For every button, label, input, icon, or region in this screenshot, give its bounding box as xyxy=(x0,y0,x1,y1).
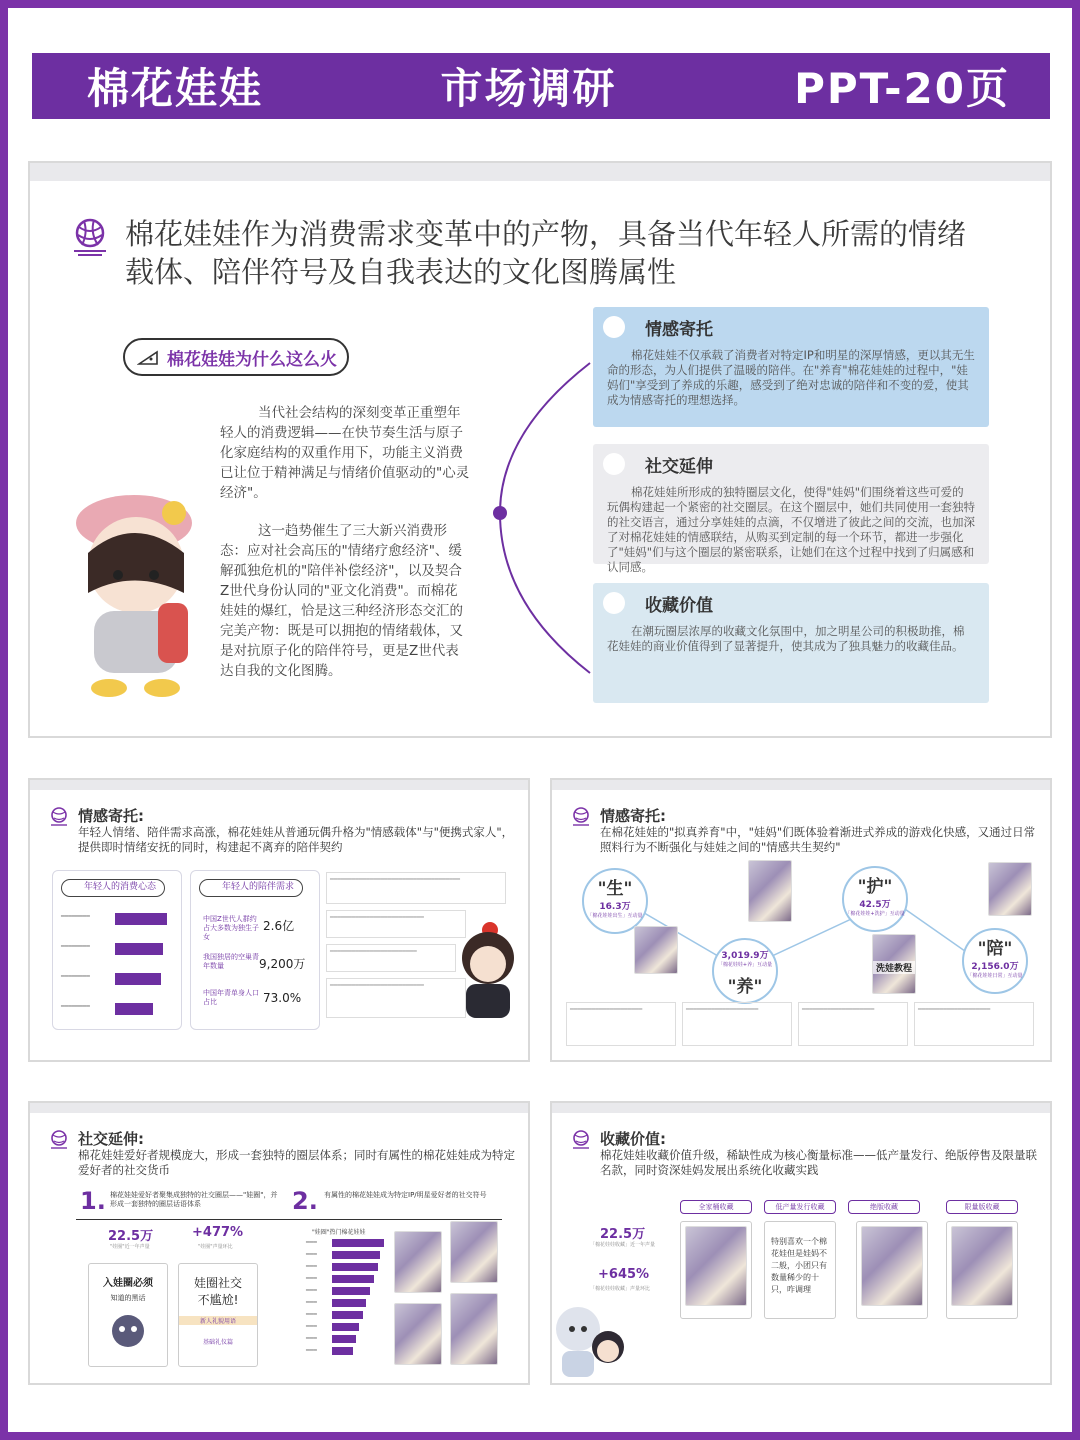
tag-low-production: 低产量发行收藏 xyxy=(764,1200,836,1214)
cake-slice-icon xyxy=(137,348,159,366)
stat-label: 中国年青单身人口占比 xyxy=(203,989,259,1006)
yarn-ball-icon xyxy=(570,806,592,828)
slide-main-title: 棉花娃娃作为消费需求变革中的产物，具备当代年轻人所需的情绪载体、陪伴符号及自我表达的文化图腾属性 xyxy=(125,217,967,289)
box-header: 年轻人的消费心态 xyxy=(61,879,165,897)
bar-label: ━━━ xyxy=(306,1239,317,1246)
card-dot-icon xyxy=(603,316,625,338)
stat-label: 我国独居的空巢青年数量 xyxy=(203,953,259,970)
page xyxy=(8,8,1072,1432)
circle-glyph: "生" xyxy=(597,879,633,899)
popular-dolls-bar-chart xyxy=(306,1237,386,1367)
collection-card xyxy=(680,1221,752,1319)
bar-5 xyxy=(332,1287,370,1295)
stage-circle-company xyxy=(962,928,1028,994)
top-banner xyxy=(32,53,1050,119)
card-line: 新人礼貌用语 xyxy=(179,1316,257,1325)
bar-label: ━━━ xyxy=(306,1335,317,1342)
consumer-mindset-box xyxy=(52,870,182,1030)
circle-number: 3,019.9万 xyxy=(721,951,769,961)
stat-value: 9,200万 xyxy=(259,957,306,971)
quote-box: ━━━━━━━━━━━━━━━━━━━━━━━━ xyxy=(326,944,456,972)
bar-1 xyxy=(332,1239,384,1247)
slide-collection xyxy=(550,1101,1052,1385)
stat-caption: 「棉花娃娃收藏」近一年声量 xyxy=(590,1242,656,1248)
circle-caption: 「棉花娃娃+洗护」互动量 xyxy=(845,911,905,917)
slide-title: 情感寄托: xyxy=(78,807,144,825)
card-collection-value xyxy=(593,583,989,703)
yarn-ball-icon xyxy=(48,1129,70,1151)
collection-card xyxy=(856,1221,928,1319)
bar-label: ━━━ xyxy=(306,1299,317,1306)
quote-box: ━━━━━━━━━━━━━━━━━━━━━━━━━━ xyxy=(326,978,466,1018)
banner-center-title: 市场调研 xyxy=(440,64,617,113)
photo-thumbnail xyxy=(988,862,1032,916)
slide-emotional-1 xyxy=(28,778,530,1062)
circle-caption: 「棉花娃娃出生」互动量 xyxy=(587,913,643,919)
slide-subtitle: 在棉花娃娃的"拟真养育"中，"娃妈"们既体验着渐进式养成的游戏化快感，又通过日常照料行为不断强化与娃娃之间的"情感共生契约" xyxy=(600,825,1036,854)
circle-number: 42.5万 xyxy=(859,900,891,910)
circle-caption: 「棉花娃娃日常」互动量 xyxy=(967,973,1023,979)
bar-10 xyxy=(332,1347,353,1355)
bar-4 xyxy=(115,1003,153,1015)
stat-caption: 「棉花娃娃收藏」声量环比 xyxy=(590,1286,651,1292)
stat-volume: 22.5万 xyxy=(108,1229,154,1244)
card-title: 收藏价值 xyxy=(645,596,713,616)
cartoon-face-icon xyxy=(108,1311,148,1351)
slide-subtitle: 棉花娃娃爱好者规模庞大，形成一套独特的圈层体系；同时有属性的棉花娃娃成为特定爱好者的社交货币 xyxy=(78,1148,515,1177)
banner-left-title: 棉花娃娃 xyxy=(87,64,264,113)
point-text-2: 有属性的棉花娃娃成为特定IP/明星爱好者的社交符号 xyxy=(324,1191,487,1199)
stat-value: 2.6亿 xyxy=(263,919,295,933)
why-popular-pill xyxy=(123,338,349,376)
yarn-ball-icon xyxy=(570,1129,592,1151)
bar-6 xyxy=(332,1299,366,1307)
quote-box: ━━━━━━━━━━━━━━━━━━━━ xyxy=(914,1002,1034,1046)
slide-title: 情感寄托: xyxy=(600,807,666,825)
bar-label: ━━━━━━━━ xyxy=(61,1003,90,1010)
bar-label: ━━━ xyxy=(306,1275,317,1282)
card-body: 在潮玩圈层浓厚的收藏文化氛围中，加之明星公司的积极助推，棉花娃娃的商业价值得到了显著提升，使其成为了独具魅力的收藏佳品。 xyxy=(607,624,965,653)
companion-need-box xyxy=(190,870,320,1030)
banner-right-title: PPT-20页 xyxy=(794,64,1010,113)
slide-subtitle: 棉花娃娃收藏价值升级，稀缺性成为核心衡量标准——低产量发行、绝版停售及限量联名款，同时资深娃妈发展出系统化收藏实践 xyxy=(600,1148,1037,1177)
card-title: 入娃圈必须 xyxy=(103,1278,153,1289)
bar-label: ━━━ xyxy=(306,1311,317,1318)
circle-caption: 「棉花娃娃+养」互动量 xyxy=(717,962,773,968)
chart-title: "娃圈"热门棉花娃娃 xyxy=(312,1229,366,1236)
card-dot-icon xyxy=(603,453,625,475)
photo-thumbnail xyxy=(394,1231,442,1293)
quote-box: ━━━━━━━━━━━━━━━━━━━━━━━━━━━━━━━━━━━━ xyxy=(326,872,506,904)
slide-title: 收藏价值: xyxy=(600,1130,666,1148)
card-dot-icon xyxy=(603,592,625,614)
bar-2 xyxy=(115,943,163,955)
stat-value: 73.0% xyxy=(263,991,302,1005)
card-title: 娃圈社交 xyxy=(193,1276,242,1290)
stat-caption: "娃圈"近一年声量 xyxy=(110,1244,150,1250)
doll-illustration xyxy=(448,920,528,1030)
bar-label: ━━━━━━━━ xyxy=(61,973,90,980)
tag-discontinued: 绝版收藏 xyxy=(848,1200,920,1214)
card-note-text: 特别喜欢一个棉花娃但是娃妈不二般，小团只有数量稀少的十只，咋调理 xyxy=(771,1237,827,1294)
circle-number: 16.3万 xyxy=(599,902,631,912)
bar-label: ━━━ xyxy=(306,1251,317,1258)
doll-pair-illustration xyxy=(552,1299,632,1381)
quote-box: ━━━━━━━━━━━━━━━━━━━━━━━━━━ xyxy=(326,910,466,938)
stat-volume: 22.5万 xyxy=(600,1227,646,1242)
card-emotional-support xyxy=(593,307,989,427)
photo-thumbnail xyxy=(951,1226,1013,1306)
yarn-ball-icon xyxy=(48,806,70,828)
stat-growth: +645% xyxy=(598,1267,650,1282)
slide-top-stripe xyxy=(30,1103,528,1113)
circle-glyph: "护" xyxy=(857,877,893,897)
tag-full-set: 全家桶收藏 xyxy=(680,1200,752,1214)
slide-top-stripe xyxy=(30,163,1050,181)
circle-glyph: "陪" xyxy=(977,939,1013,959)
stat-caption: "娃圈"声量环比 xyxy=(198,1244,233,1250)
circle-number: 2,156.0万 xyxy=(971,962,1019,972)
bar-8 xyxy=(332,1323,359,1331)
quote-box: ━━━━━━━━━━━━━━━━━━━━ xyxy=(798,1002,908,1046)
card-subtitle: 不尴尬! xyxy=(197,1293,239,1307)
card-line: 基础礼仪篇 xyxy=(202,1339,233,1346)
tag-limited: 限量版收藏 xyxy=(946,1200,1018,1214)
photo-thumbnail xyxy=(394,1303,442,1365)
card-body: 棉花娃娃不仅承载了消费者对特定IP和明星的深厚情感，更以其无生命的形态，为人们提供了温暖的陪伴。在"养育"棉花娃娃的过程中，"娃妈们"享受到了养成的乐趣，感受到了绝对忠诚的陪伴和不变的爱，使其成为情感寄托的理想选择。 xyxy=(607,348,975,407)
slide-top-stripe xyxy=(552,1103,1050,1113)
slide-social xyxy=(28,1101,530,1385)
intro-paragraph-2: 这一趋势催生了三大新兴消费形态：应对社会高压的"情绪疗愈经济"、缓解孤独危机的"陪伴补偿经济"，以及契合Z世代身份认同的"亚文化消费"。而棉花娃娃的爆红，恰是这三种经济形态交汇的完美产物：既是可以拥抱的情绪载体，又是对抗原子化的陪伴符号，更是Z世代表达自我的文化图腾。 xyxy=(220,523,463,679)
photo-thumbnail xyxy=(450,1293,498,1365)
photo-label: 洗娃教程 xyxy=(873,961,915,974)
stage-circle-raise xyxy=(712,938,778,1004)
bar-label: ━━━ xyxy=(306,1263,317,1270)
intro-paragraph-1: 当代社会结构的深刻变革正重塑年轻人的消费逻辑——在快节奏生活与原子化家庭结构的双重作用下，功能主义消费已让位于精神满足与情绪价值驱动的"心灵经济"。 xyxy=(220,405,470,501)
slide-subtitle: 年轻人情绪、陪伴需求高涨，棉花娃娃从普通玩偶升格为"情感载体"与"便携式家人"，提供即时情绪安抚的同时，构建起不离弃的陪伴契约 xyxy=(78,825,514,854)
photo-thumbnail xyxy=(685,1226,747,1306)
stage-circle-birth xyxy=(582,868,648,934)
slide-emotional-2 xyxy=(550,778,1052,1062)
quote-box: ━━━━━━━━━━━━━━━━━━━━ xyxy=(566,1002,676,1046)
bar-7 xyxy=(332,1311,363,1319)
bar-3 xyxy=(332,1263,378,1271)
stat-growth: +477% xyxy=(192,1225,244,1240)
bar-label: ━━━ xyxy=(306,1323,317,1330)
photo-wash-tutorial xyxy=(872,934,916,994)
etiquette-card xyxy=(178,1263,258,1367)
photo-thumbnail xyxy=(861,1226,923,1306)
photo-thumbnail xyxy=(450,1221,498,1283)
photo-thumbnail xyxy=(634,926,678,974)
point-number-2: 2. xyxy=(292,1187,318,1215)
circle-glyph: "养" xyxy=(727,977,763,997)
bar-1 xyxy=(115,913,167,925)
photo-thumbnail xyxy=(748,860,792,922)
stage-circle-care xyxy=(842,866,908,932)
collection-card-note xyxy=(764,1221,836,1319)
card-subtitle: 知道的黑话 xyxy=(110,1294,146,1302)
bar-label: ━━━ xyxy=(306,1287,317,1294)
bar-label: ━━━━━━━━ xyxy=(61,943,90,950)
bar-4 xyxy=(332,1275,374,1283)
card-body: 棉花娃娃所形成的独特圈层文化，使得"娃妈"们围绕着这些可爱的玩偶构建起一个紧密的社交圈层。在这个圈层中，她们共同使用一套独特的社交语言，通过分享娃娃的点滴，不仅增进了彼此之间的交流，也加深了对棉花娃娃的情感联结，从购买到定制的每一个环节，都进一步强化了"娃妈"们与这个圈层的紧密联系，让她们在这个过程中找到了归属感和认同感。 xyxy=(607,485,975,574)
point-number-1: 1. xyxy=(80,1187,106,1215)
bar-label: ━━━ xyxy=(306,1347,317,1354)
divider xyxy=(76,1219,502,1220)
jargon-card xyxy=(88,1263,168,1367)
bar-label: ━━━━━━━━ xyxy=(61,913,90,920)
stat-label: 中国Z世代人群约占大多数为独生子女 xyxy=(203,915,259,941)
slide-title: 社交延伸: xyxy=(78,1130,144,1148)
bar-2 xyxy=(332,1251,380,1259)
collection-card xyxy=(946,1221,1018,1319)
cotton-doll-illustration xyxy=(54,483,214,703)
slide-main xyxy=(28,161,1052,738)
bar-3 xyxy=(115,973,161,985)
point-text-1: 棉花娃娃爱好者聚集成独特的社交圈层——"娃圈"，并形成一套独特的圈层话语体系 xyxy=(110,1191,278,1208)
bar-9 xyxy=(332,1335,356,1343)
box-header: 年轻人的陪伴需求 xyxy=(199,879,303,897)
yarn-ball-icon xyxy=(68,215,110,257)
quote-box: ━━━━━━━━━━━━━━━━━━━━ xyxy=(682,1002,792,1046)
card-title: 社交延伸 xyxy=(645,457,713,477)
slide-top-stripe xyxy=(552,780,1050,790)
card-title: 情感寄托 xyxy=(645,320,713,340)
slide-top-stripe xyxy=(30,780,528,790)
pill-label: 棉花娃娃为什么这么火 xyxy=(167,349,337,370)
card-social-extension xyxy=(593,444,989,574)
